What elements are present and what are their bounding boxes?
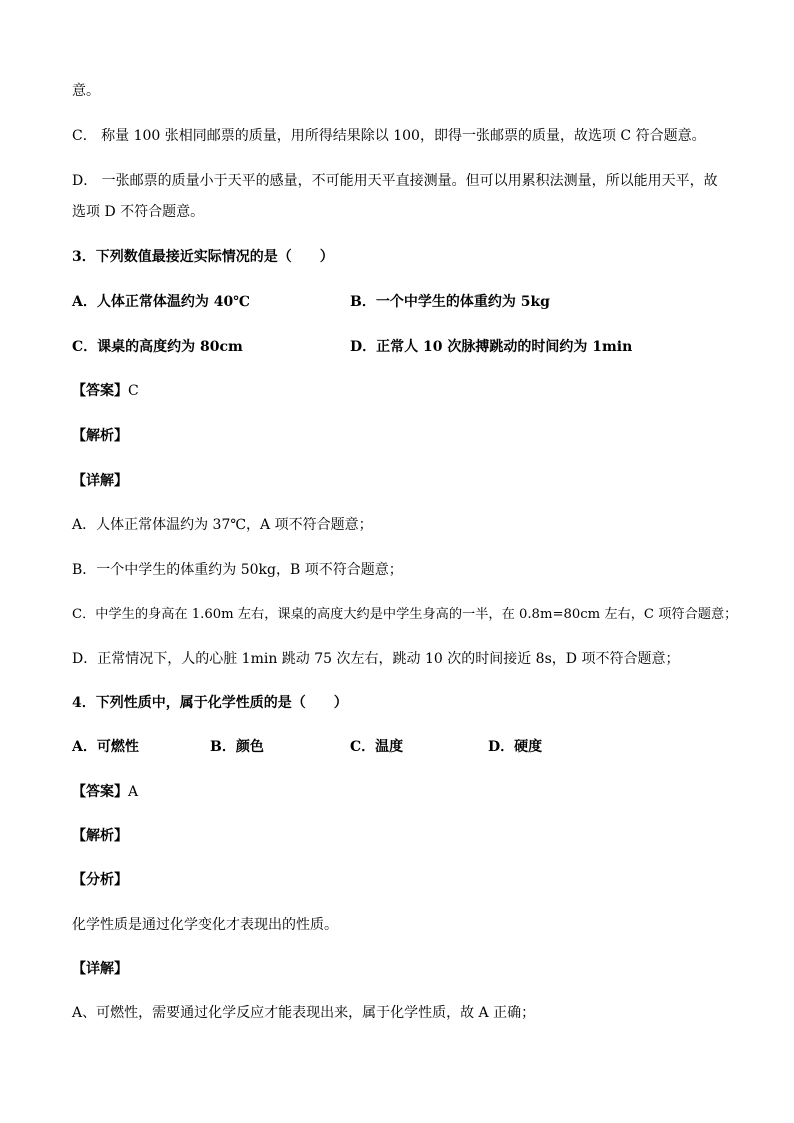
question-3-option-d: D．正常人 10 次脉搏跳动的时间约为 1min xyxy=(350,339,633,355)
question-4-stem: 4．下列性质中，属于化学性质的是（ ） xyxy=(72,695,348,711)
question-4-fenxi-label: 【分析】 xyxy=(72,872,128,888)
answer-value: C xyxy=(128,383,139,399)
question-3-answer xyxy=(72,382,139,400)
question-3-detail-d: D．正常情况下，人的心脏 1min 跳动 75 次左右，跳动 10 次的时间接近 8s，D 项不符合题意； xyxy=(72,651,680,667)
question-4-answer xyxy=(72,783,138,801)
question-4-option-d: D．硬度 xyxy=(488,739,543,755)
question-3-analysis-label: 【解析】 xyxy=(72,428,128,444)
question-4-analysis-label: 【解析】 xyxy=(72,828,128,844)
question-4-fenxi-text: 化学性质是通过化学变化才表现出的性质。 xyxy=(72,917,338,933)
answer-label: 【答案】 xyxy=(72,383,128,399)
question-3-option-a: A．人体正常体温约为 40℃ xyxy=(72,294,250,310)
question-3-stem: 3．下列数值最接近实际情况的是（ ） xyxy=(72,249,334,265)
question-4-detail-a: A、可燃性，需要通过化学反应才能表现出来，属于化学性质，故 A 正确； xyxy=(72,1005,536,1021)
explanation-option-c: C． 称量 100 张相同邮票的质量，用所得结果除以 100，即得一张邮票的质量，故选项 C 符合题意。 xyxy=(72,128,706,144)
explanation-option-d-line1: D． 一张邮票的质量小于天平的感量，不可能用天平直接测量。但可以用累积法测量，所以能用天平，故 xyxy=(72,173,718,189)
question-3-option-c: C．课桌的高度约为 80cm xyxy=(72,339,243,355)
question-4-option-c: C．温度 xyxy=(350,739,404,755)
question-3-detail-b: B．一个中学生的体重约为 50kg，B 项不符合题意； xyxy=(72,562,403,578)
answer-label: 【答案】 xyxy=(72,784,128,800)
explanation-option-d-line2: 选项 D 不符合题意。 xyxy=(72,204,205,220)
question-3-detail-c: C．中学生的身高在 1.60m 左右，课桌的高度大约是中学生身高的一半，在 0.8m=80cm 左右，C 项符合题意； xyxy=(72,607,738,622)
question-4-option-a: A．可燃性 xyxy=(72,739,139,755)
paragraph-continuation: 意。 xyxy=(72,83,100,99)
question-3-detail-a: A．人体正常体温约为 37℃，A 项不符合题意； xyxy=(72,517,373,533)
question-4-option-b: B．颜色 xyxy=(210,739,264,755)
answer-value: A xyxy=(128,784,139,800)
question-3-option-b: B．一个中学生的体重约为 5kg xyxy=(350,294,550,310)
question-4-detail-label: 【详解】 xyxy=(72,961,128,977)
question-3-detail-label: 【详解】 xyxy=(72,473,128,489)
